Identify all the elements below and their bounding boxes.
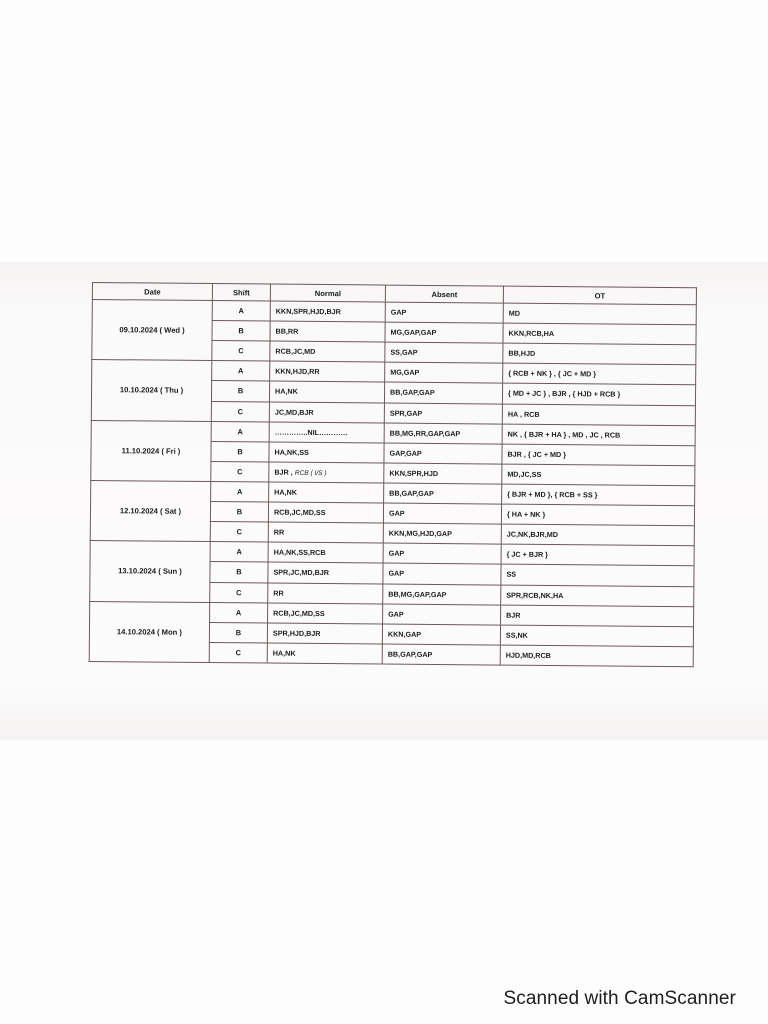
- shift-cell: C: [211, 401, 269, 422]
- table-row: [92, 360, 696, 385]
- date-cell: 12.10.2024 ( Sat ): [90, 480, 211, 541]
- shift-cell: A: [210, 602, 268, 623]
- camscanner-watermark: Scanned with CamScanner: [503, 988, 736, 1009]
- shift-cell: C: [210, 582, 268, 603]
- header-shift: Shift: [212, 284, 270, 302]
- shift-cell: A: [212, 361, 270, 382]
- table-row: [92, 300, 696, 325]
- shift-cell: B: [211, 441, 269, 462]
- normal-cell: BB,RR: [270, 321, 385, 342]
- normal-cell: SPR,HJD,BJR: [267, 623, 382, 644]
- absent-cell: BB,GAP,GAP: [384, 382, 502, 403]
- absent-cell: GAP,GAP: [384, 443, 502, 464]
- shift-cell: B: [210, 502, 268, 523]
- absent-cell: GAP: [385, 302, 503, 323]
- absent-cell: BB,MG,RR,GAP,GAP: [384, 423, 502, 444]
- absent-cell: GAP: [383, 563, 501, 584]
- normal-cell: SPR,JC,MD,BJR: [268, 562, 383, 583]
- header-date: Date: [92, 283, 212, 301]
- shift-cell: B: [209, 622, 267, 643]
- shift-cell: B: [212, 321, 270, 342]
- normal-cell: KKN,SPR,HJD,BJR: [270, 301, 385, 322]
- ot-cell: BJR , { JC + MD }: [502, 444, 695, 466]
- absent-cell: KKN,MG,HJD,GAP: [383, 523, 501, 544]
- shift-cell: A: [211, 482, 269, 503]
- shift-cell: A: [210, 542, 268, 563]
- header-ot: OT: [503, 286, 696, 305]
- shift-cell: B: [211, 381, 269, 402]
- date-cell: 10.10.2024 ( Thu ): [91, 360, 212, 421]
- normal-cell: …………..NIL…………: [269, 422, 384, 443]
- normal-text: BJR ,: [274, 467, 293, 477]
- table-row: [90, 601, 694, 626]
- normal-cell: RCB,JC,MD,SS: [268, 502, 383, 523]
- date-cell: 09.10.2024 ( Wed ): [92, 300, 213, 361]
- shift-cell: A: [211, 421, 269, 442]
- absent-cell: MG,GAP,GAP: [385, 322, 503, 343]
- normal-cell: RR: [268, 522, 383, 543]
- ot-cell: SS: [501, 565, 694, 587]
- ot-cell: KKN,RCB,HA: [503, 323, 696, 345]
- absent-cell: KKN,SPR,HJD: [384, 463, 502, 484]
- absent-cell: SPR,GAP: [384, 403, 502, 424]
- normal-cell: [269, 462, 384, 483]
- ot-cell: BJR: [501, 605, 694, 627]
- header-absent: Absent: [385, 285, 503, 303]
- ot-cell: { HA + NK }: [501, 504, 694, 526]
- shift-cell: C: [212, 341, 270, 362]
- ot-cell: NK , { BJR + HA } , MD , JC , RCB: [502, 424, 695, 446]
- normal-cell: RCB,JC,MD: [270, 341, 385, 362]
- normal-cell: HA,NK: [267, 643, 382, 664]
- normal-cell: HA,NK: [269, 482, 384, 503]
- absent-cell: MG,GAP: [385, 362, 503, 383]
- ot-cell: JC,NK,BJR,MD: [501, 524, 694, 546]
- ot-cell: MD: [503, 303, 696, 325]
- shift-cell: A: [212, 301, 270, 322]
- normal-cell: HA,NK,SS,RCB: [268, 542, 383, 563]
- date-cell: 14.10.2024 ( Mon ): [89, 601, 210, 662]
- schedule-body: [89, 300, 696, 667]
- ot-cell: BB,HJD: [503, 343, 696, 365]
- ot-cell: { BJR + MD }, { RCB + SS }: [502, 484, 695, 506]
- normal-cell: KKN,HJD,RR: [270, 361, 385, 382]
- normal-cell: HA,NK: [269, 381, 384, 402]
- date-cell: 13.10.2024 ( Sun ): [90, 541, 211, 602]
- shift-cell: B: [210, 562, 268, 583]
- normal-cell: HA,NK,SS: [269, 442, 384, 463]
- table-row: [91, 480, 695, 505]
- table-row: [90, 541, 694, 566]
- absent-cell: GAP: [383, 604, 501, 625]
- normal-cell: RCB,JC,MD,SS: [268, 603, 383, 624]
- normal-cell: RR: [268, 583, 383, 604]
- shift-cell: C: [211, 461, 269, 482]
- shift-cell: C: [209, 642, 267, 663]
- shift-cell: C: [210, 522, 268, 543]
- absent-cell: SS,GAP: [385, 342, 503, 363]
- ot-cell: { MD + JC } , BJR , { HJD + RCB }: [502, 384, 695, 406]
- ot-cell: HJD,MD,RCB: [500, 645, 693, 667]
- normal-note: RCB ( I/S ): [294, 469, 327, 477]
- header-normal: Normal: [270, 284, 385, 302]
- ot-cell: HA , RCB: [502, 404, 695, 426]
- normal-cell: JC,MD,BJR: [269, 402, 384, 423]
- ot-cell: { JC + BJR }: [501, 544, 694, 566]
- shift-schedule-table: [89, 282, 697, 667]
- date-cell: 11.10.2024 ( Fri ): [91, 420, 212, 481]
- ot-cell: { RCB + NK } , { JC + MD }: [503, 363, 696, 385]
- table-row: [91, 420, 695, 445]
- absent-cell: KKN,GAP: [382, 624, 500, 645]
- ot-cell: SS,NK: [500, 625, 693, 647]
- absent-cell: GAP: [383, 543, 501, 564]
- absent-cell: GAP: [383, 503, 501, 524]
- shift-schedule-sheet: [89, 282, 696, 667]
- absent-cell: BB,GAP,GAP: [384, 483, 502, 504]
- ot-cell: MD,JC,SS: [502, 464, 695, 486]
- absent-cell: BB,MG,GAP,GAP: [383, 584, 501, 605]
- absent-cell: BB,GAP,GAP: [382, 644, 500, 665]
- ot-cell: SPR,RCB,NK,HA: [501, 585, 694, 607]
